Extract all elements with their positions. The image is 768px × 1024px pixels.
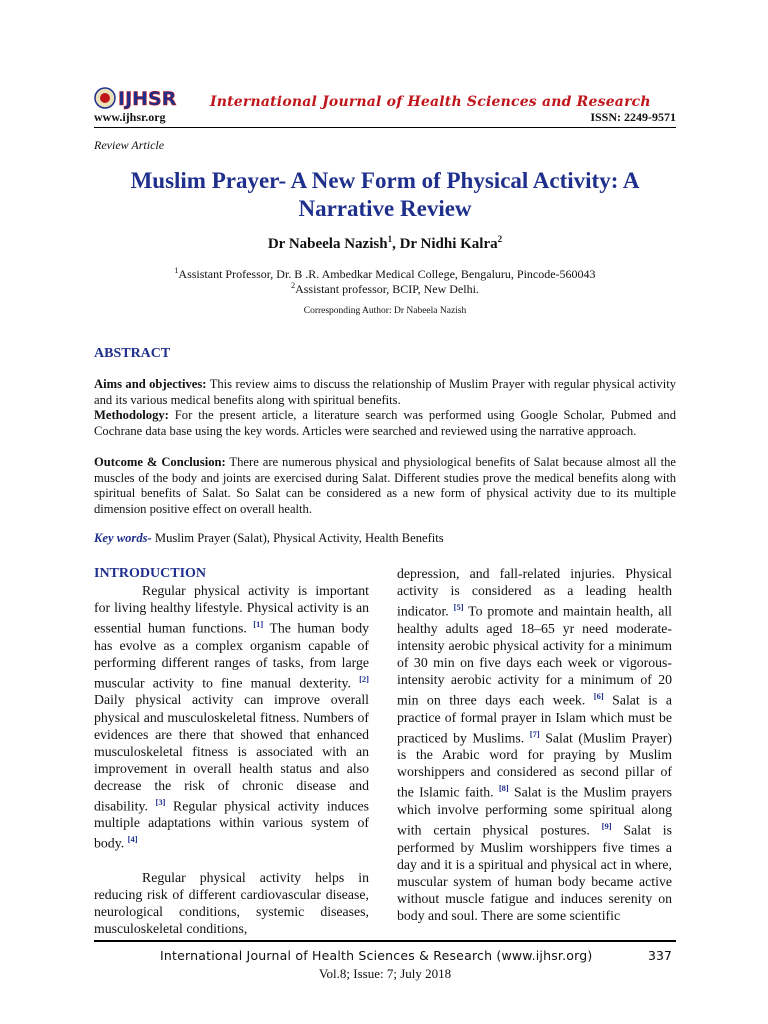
issn: ISSN: 2249-9571 (590, 110, 676, 124)
footer-journal: International Journal of Health Sciences & Research (www.ijhsr.org) (160, 948, 593, 963)
aims-label: Aims and objectives: (94, 377, 207, 391)
intro-paragraph-1 (94, 582, 369, 852)
author-2-affil: 2 (497, 234, 503, 244)
affiliation-2-number: 2 (291, 281, 296, 290)
citation-1[interactable]: [1] (253, 619, 264, 630)
citation-5[interactable]: [5] (453, 602, 464, 613)
footer-divider (94, 940, 676, 942)
intro-r-text-c: Salat is a practice of formal prayer in Islam which must be practiced by Muslims. (397, 692, 673, 746)
outcome-label: Outcome & Conclusion: (94, 455, 226, 469)
journal-url[interactable]: www.ijhsr.org (94, 110, 166, 124)
outcome-text: There are numerous physical and physiological benefits of Salat because almost all the muscles of the body and joints are exercised during Salat. Different studies prove the medical benefits along with spiritual benefits of Salat. So Salat can be considered as a new form of physical activity due to its multiple dimension positive effect on overall health. (94, 455, 677, 516)
abstract-aims (94, 377, 676, 408)
keywords-dash: - (147, 531, 152, 545)
intro-p1-text-a: Regular physical activity is important for living healthy lifestyle. Physical activity is an essential human functions. (94, 583, 369, 636)
citation-6[interactable]: [6] (593, 690, 604, 701)
abstract-methodology (94, 408, 676, 439)
article-type: Review Article (94, 138, 165, 152)
intro-paragraph-3 (397, 565, 672, 924)
paper-title (94, 167, 676, 223)
intro-r-text-d: Salat (Muslim Prayer) is the Arabic word for praying by Muslim worshippers and considered as second pillar of the Islamic faith. (397, 730, 672, 800)
abstract-heading: ABSTRACT (94, 346, 171, 361)
author-separator: , (392, 236, 400, 252)
journal-name: International Journal of Health Sciences and Research (210, 94, 651, 110)
header-divider (94, 127, 676, 128)
citation-3[interactable]: [3] (155, 796, 166, 807)
column-right (397, 565, 672, 924)
intro-p1-text-b: The human body has evolve as a complex organism capable of performing different ranges of tasks, from large muscular activity to fine manual dexterity. (94, 620, 369, 691)
title-line-1: Muslim Prayer- A New Form of Physical Activity: A (130, 168, 640, 193)
keywords-label: Key words (94, 531, 148, 545)
affiliation-2 (94, 281, 676, 297)
page-number: 337 (648, 948, 672, 963)
author-1: Dr Nabeela Nazish (267, 236, 388, 252)
citation-8[interactable]: [8] (498, 783, 509, 794)
column-left (94, 565, 369, 937)
intro-r-text-e: Salat is the Muslim prayers which involve performing some spiritual along with certain physical postures. (397, 784, 673, 838)
methodology-label: Methodology: (94, 408, 169, 422)
citation-2[interactable]: [2] (359, 673, 369, 684)
citation-4[interactable]: [4] (127, 834, 138, 845)
volume-issue: Vol.8; Issue: 7; July 2018 (318, 966, 452, 981)
journal-logo (94, 86, 206, 110)
intro-p1-text-d: Regular physical activity induces multiple adaptations within various system of body. (94, 798, 369, 852)
keywords (94, 531, 444, 546)
aims-text: This review aims to discuss the relationship of Muslim Prayer with regular physical activity and its various medical benefits along with spiritual benefits. (94, 377, 677, 407)
affiliation-1 (94, 266, 676, 282)
affiliation-1-text: Assistant Professor, Dr. B .R. Ambedkar Medical College, Bengaluru, Pincode-560043 (178, 267, 596, 281)
svg-text:IJHSR: IJHSR (118, 88, 177, 110)
corresponding-author: Corresponding Author: Dr Nabeela Nazish (303, 306, 467, 316)
intro-paragraph-2: Regular physical activity helps in reducing risk of different cardiovascular disease, neurological conditions, systemic diseases, musculoskeletal conditions, (94, 870, 369, 937)
abstract-outcome (94, 455, 676, 517)
citation-9[interactable]: [9] (601, 821, 612, 832)
title-line-2: Narrative Review (298, 196, 472, 221)
author-1-affil: 1 (387, 234, 393, 244)
citation-7[interactable]: [7] (529, 728, 540, 739)
affiliation-2-text: Assistant professor, BCIP, New Delhi. (295, 282, 479, 296)
methodology-text: For the present article, a literature search was performed using Google Scholar, Pubmed and Cochrane data base using the key words. Articles were searched and reviewed using the narrative approach. (94, 408, 676, 438)
intro-p1-text-c: Daily physical activity can improve overall physical and musculoskeletal fitness. Numbers of evidences are there that showed that enhanced musculoskeletal fitness is associated with an improvement in overall health status and also decrease the risk of chronic disease and disability. (94, 692, 369, 814)
intro-r-text-f: Salat is performed by Muslim worshippers five times a day and it is a spiritual and physical act in where, muscular system of human body became active without muscle fatigue and induces serenity on body and soul. There are some scientific (397, 822, 672, 923)
introduction-heading: INTRODUCTION (94, 566, 207, 581)
author-list (94, 234, 676, 253)
keywords-text: Muslim Prayer (Salat), Physical Activity, Health Benefits (151, 531, 444, 545)
intro-r-text-a: depression, and fall-related injuries. Physical activity is considered as a leading health indicator. (397, 566, 672, 619)
intro-r-text-b: To promote and maintain health, all healthy adults aged 18–65 yr need moderate-intensity aerobic physical activity for a minimum of 30 min on five days each week or vigorous-intensity aerobic activity for a minimum of 20 min on three days each week. (397, 603, 672, 708)
affiliation-1-number: 1 (174, 266, 179, 275)
author-2: Dr Nidhi Kalra (399, 236, 498, 252)
